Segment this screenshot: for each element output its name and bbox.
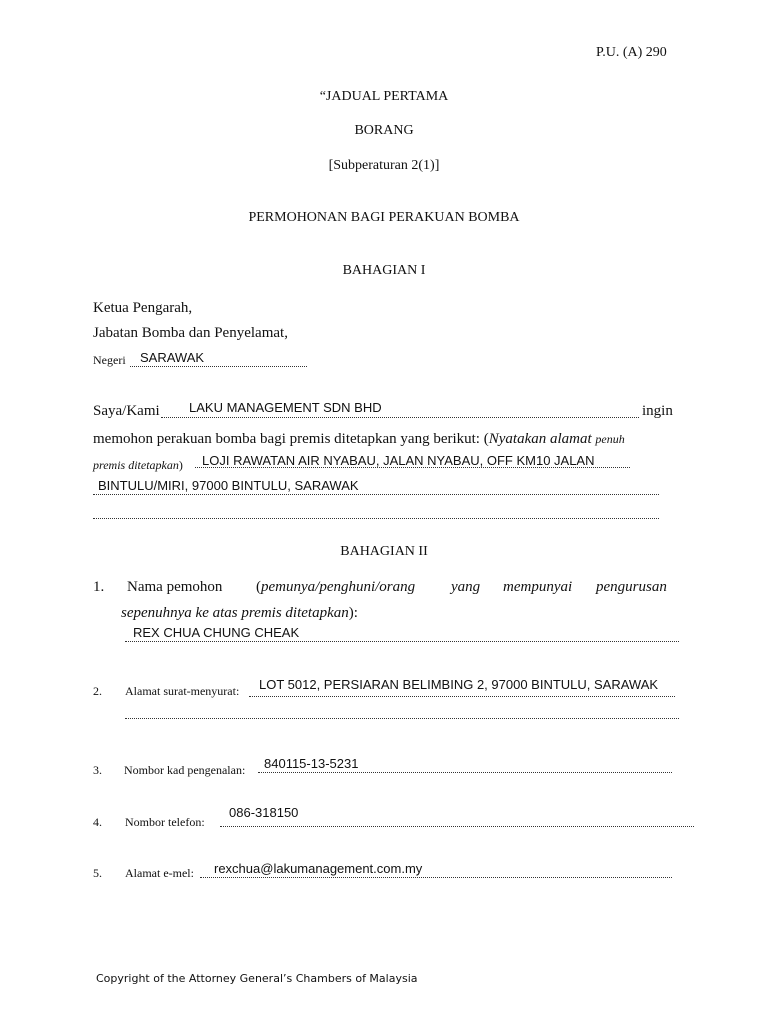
ic-number-field[interactable]: 840115-13-5231 xyxy=(264,756,359,771)
copyright-footer: Copyright of the Attorney General’s Chambers of Malaysia xyxy=(96,972,418,985)
memohon-text: memohon perakuan bomba bagi premis ditetapkan yang berikut: ( xyxy=(93,431,489,447)
memohon-line xyxy=(93,431,625,448)
part1-heading: BAHAGIAN I xyxy=(342,263,426,278)
negeri-dotted-line xyxy=(130,366,307,367)
applicant-company-field[interactable]: LAKU MANAGEMENT SDN BHD xyxy=(189,400,382,415)
document-reference: P.U. (A) 290 xyxy=(596,45,667,60)
item-2-label: Alamat surat-menyurat: xyxy=(125,684,240,698)
item-2-number: 2. xyxy=(93,684,102,698)
item-4-number: 4. xyxy=(93,815,102,829)
item-4-dotted-line xyxy=(220,826,694,827)
email-field[interactable]: rexchua@lakumanagement.com.my xyxy=(214,861,423,876)
premis-ditetapkan-text: premis ditetapkan xyxy=(93,458,179,472)
mailing-address-field[interactable]: LOT 5012, PERSIARAN BELIMBING 2, 97000 BINTULU, SARAWAK xyxy=(259,677,659,692)
item-5-dotted-line xyxy=(200,877,672,878)
item-1-label-line-2 xyxy=(121,605,358,622)
premises-address-line-2[interactable]: BINTULU/MIRI, 97000 BINTULU, SARAWAK xyxy=(98,478,359,493)
negeri-label: Negeri xyxy=(93,353,126,367)
part2-heading: BAHAGIAN II xyxy=(340,544,428,559)
item-2-dotted-line-2 xyxy=(125,718,679,719)
schedule-heading: “JADUAL PERTAMA xyxy=(319,89,449,104)
negeri-field[interactable]: SARAWAK xyxy=(140,350,205,365)
form-title: PERMOHONAN BAGI PERAKUAN BOMBA xyxy=(248,210,520,225)
premis-ditetapkan-label xyxy=(93,458,183,473)
item-3-number: 3. xyxy=(93,763,102,777)
item-3-label: Nombor kad pengenalan: xyxy=(124,763,246,777)
item-1-label-line-2-text: sepenuhnya ke atas premis ditetapkan xyxy=(121,605,349,621)
item-1-label: Nama pemohon xyxy=(127,579,223,595)
item-1-dotted-line xyxy=(125,641,679,642)
applicant-dotted-line xyxy=(161,417,639,418)
item-1-label-pengurusan: pengurusan xyxy=(596,579,667,595)
premises-dotted-line-3 xyxy=(93,518,659,519)
item-2-dotted-line-1 xyxy=(249,696,675,697)
regulation-reference: [Subperaturan 2(1)] xyxy=(328,158,440,173)
item-1-label-paren-open: ( xyxy=(256,579,261,595)
applicant-name-field[interactable]: REX CHUA CHUNG CHEAK xyxy=(133,625,300,640)
item-5-label: Alamat e-mel: xyxy=(125,866,194,880)
item-1-label-yang: yang xyxy=(451,579,481,595)
premises-address-line-1[interactable]: LOJI RAWATAN AIR NYABAU, JALAN NYABAU, OFF KM10 JALAN xyxy=(202,453,595,468)
item-3-dotted-line xyxy=(258,772,672,773)
form-heading: BORANG xyxy=(354,123,414,138)
addressee-line-2: Jabatan Bomba dan Penyelamat, xyxy=(93,325,288,341)
item-5-number: 5. xyxy=(93,866,102,880)
item-1-label-line-2-end: ): xyxy=(348,605,358,621)
item-1-number: 1. xyxy=(93,579,105,595)
nyatakan-alamat: Nyatakan alamat xyxy=(488,431,592,447)
premises-dotted-line-2 xyxy=(93,494,659,495)
close-paren: ) xyxy=(178,458,183,472)
addressee-line-1: Ketua Pengarah, xyxy=(93,300,193,316)
penuh-word: penuh xyxy=(595,432,625,446)
ingin-word: ingin xyxy=(642,403,673,419)
phone-number-field[interactable]: 086-318150 xyxy=(229,805,299,820)
item-1-label-mempunyai: mempunyai xyxy=(503,579,573,595)
item-1-label-italic: pemunya/penghuni/orang xyxy=(261,579,416,595)
saya-kami-label: Saya/Kami xyxy=(93,403,160,419)
item-4-label: Nombor telefon: xyxy=(125,815,205,829)
